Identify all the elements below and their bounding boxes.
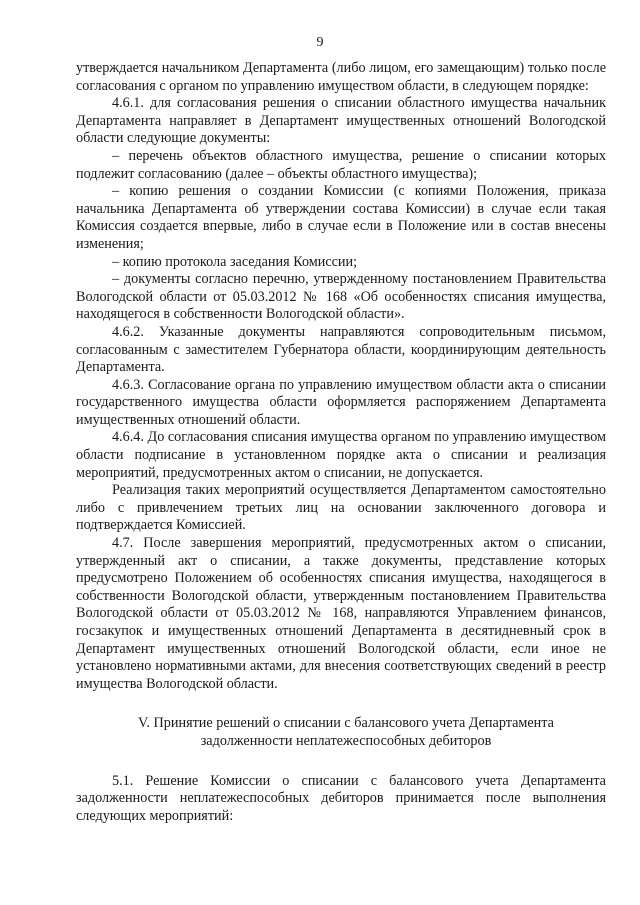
list-item-commission-decision: – копию решения о создании Комиссии (с копиями Положения, приказа начальника Департамента об утверждении состава Комиссии) в случае если такая Комиссия создается впервые, либо в случае если в Положение или в состав внесены изменения; [76, 183, 606, 252]
paragraph-5-1: 5.1. Решение Комиссии о списании с балансового учета Департамента задолженности неплатежеспособных дебиторов принимается после выполнения следующих мероприятий: [76, 772, 606, 824]
list-item-documents: – документы согласно перечню, утвержденному постановлением Правительства Вологодской области от 05.03.2012 № 168 «Об особенностях списания имущества, находящегося в собственности Вологодской области». [76, 271, 606, 323]
document-body [76, 60, 606, 825]
paragraph-implementation: Реализация таких мероприятий осуществляется Департаментом самостоятельно либо с привлечением третьих лиц на основании заключенного договора и подтверждается Комиссией. [76, 482, 606, 534]
paragraph-4-6-4: 4.6.4. До согласования списания имущества органом по управлению имуществом области подписание в установленном порядке акта о списании и реализация мероприятий, предусмотренных актом о списании, не допускается. [76, 429, 606, 481]
paragraph-4-6-2: 4.6.2. Указанные документы направляются сопроводительным письмом, согласованным с заместителем Губернатора области, координирующим деятельность Департамента. [76, 323, 606, 376]
paragraph-4-6-3: 4.6.3. Согласование органа по управлению имуществом области акта о списании государственного имущества области оформляется распоряжением Департамента имущественных отношений области. [76, 376, 606, 428]
section-heading: V. Принятие решений о списании с балансового учета Департамента задолженности неплатежеспособных дебиторов [138, 715, 554, 749]
paragraph-4-7: 4.7. После завершения мероприятий, предусмотренных актом о списании, утвержденный акт о списании, а также документы, представление которых предусмотрено Положением об особенностях списания имущества, находящегося в собственности Вологодской области, утвержденным постановлением Правительства Вологодской области от 05.03.2012 № 168, направляются Управлением финансов, госзакупок и имущественных отношений Департамента в десятидневный срок в Департамент имущественных отношений Вологодской области, если иное не установлено нормативными актами, для внесения соответствующих сведений в реестр имущества Вологодской области. [76, 535, 606, 692]
paragraph-intro: утверждается начальником Департамента (либо лицом, его замещающим) только после согласования с органом по управлению имуществом области, в следующем порядке: [76, 60, 606, 94]
list-item-objects: – перечень объектов областного имущества, решение о списании которых подлежит согласованию (далее – объекты областного имущества); [76, 147, 606, 182]
page-number: 9 [316, 35, 324, 50]
list-item-protocol: – копию протокола заседания Комиссии; [112, 253, 358, 270]
paragraph-4-6-1: 4.6.1. для согласования решения о списании областного имущества начальник Департамента направляет в Департамент имущественных отношений Вологодской области следующие документы: [76, 95, 606, 147]
